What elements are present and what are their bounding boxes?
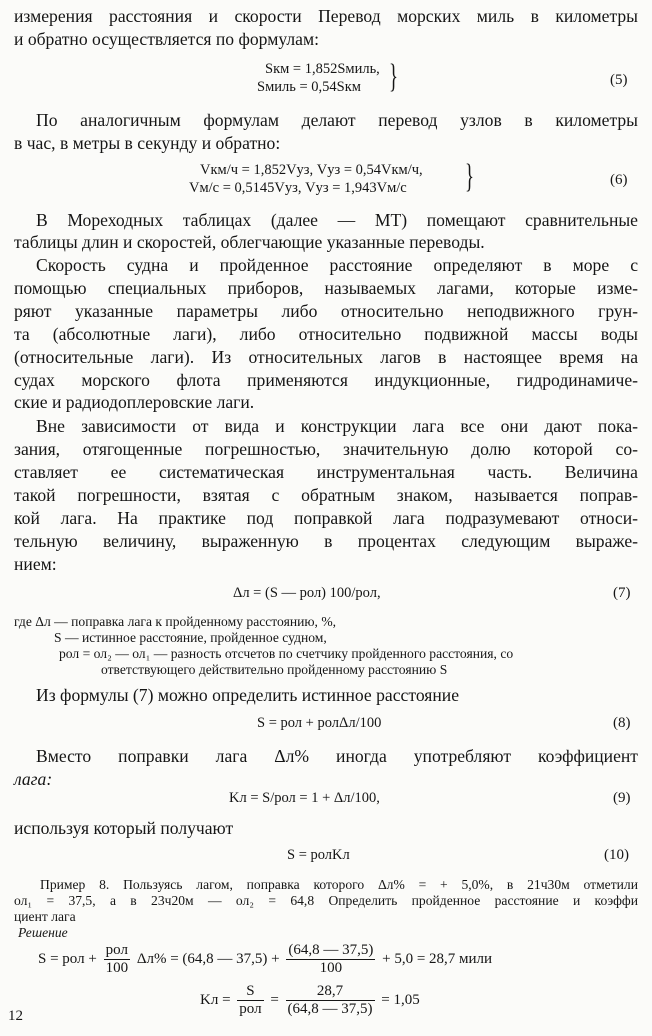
definition-line: где Δл — поправка лага к пройденному расстоянию, %, [14, 614, 337, 629]
text-line: В Мореходных таблицах (далее — МТ) помещают сравнительные [36, 210, 638, 230]
fraction [286, 942, 375, 977]
text-line: тельную величину, выраженную в процентах следующим выраже- [14, 531, 638, 551]
text-line: ряют указанные параметры либо относительно неподвижного грун- [14, 301, 638, 321]
text-line: По аналогичным формулам делают перевод узлов в километры [36, 110, 638, 130]
text-line: Вместо поправки лага Δл% иногда употребляют коэффициент [36, 746, 638, 766]
equation-number: (10) [604, 847, 629, 863]
definition-line: рол = ол₂ — ол₁ — разность отсчетов по счетчику пройденного расстояния, со [59, 646, 514, 661]
fraction [104, 942, 131, 977]
text-line: Из формулы (7) можно определить истинное расстояние [36, 685, 460, 705]
text-line: такой погрешности, взятая с обратным знаком, называется поправ- [14, 485, 638, 505]
text-line: Скорость судна и пройденное расстояние определяют в море с [36, 255, 638, 275]
brace: } [389, 58, 398, 95]
text-line: нием: [14, 554, 57, 574]
text-line: лага: [14, 769, 53, 789]
text-line: Вне зависимости от вида и конструкции лага все они дают пока- [36, 416, 638, 436]
formula-part: = [270, 991, 279, 1008]
text-line: ставляет ее систематическая инструментальная часть. Величина [14, 462, 638, 482]
brace: } [465, 158, 474, 195]
text-line: кой лага. На практике под поправкой лага подразумевают относи- [14, 508, 638, 528]
formula-5a: Sкм = 1,852Sмиль, [265, 61, 380, 77]
fraction-numerator: S [237, 983, 263, 1001]
fraction [237, 983, 263, 1018]
fraction-numerator: 28,7 [286, 983, 375, 1001]
fraction-denominator: 100 [105, 960, 129, 976]
fraction-denominator: 100 [319, 960, 343, 976]
text-line: зания, отягощенные погрешностью, значительную долю которой со- [14, 439, 638, 459]
fraction-denominator: рол [239, 1001, 262, 1017]
example-line: циент лага [14, 909, 76, 924]
text-line: ские и радиодоплеровские лаги. [14, 392, 255, 412]
formula-5b: Sмиль = 0,54Sкм [257, 79, 361, 95]
text-line: помощью специальных приборов, называемых лагами, которые изме- [14, 278, 638, 298]
definition-line: ответствующего действительно пройденному расстоянию S [101, 662, 448, 677]
solution-formula-2 [200, 983, 420, 1018]
text-line: та (абсолютные лаги), либо относительно подвижной массы воды [14, 324, 638, 344]
formula-part: Kл = [200, 991, 231, 1008]
formula-part: S = рол + [38, 950, 97, 967]
formula-9: Kл = S/рол = 1 + Δл/100, [229, 790, 380, 806]
text-line: в час, в метры в секунду и обратно: [14, 133, 281, 153]
formula-7: Δл = (S — рол) 100/рол, [233, 585, 381, 601]
equation-number: (9) [613, 790, 631, 806]
formula-part: = 1,05 [381, 991, 420, 1008]
text-line: и обратно осуществляется по формулам: [14, 29, 319, 49]
equation-number: (6) [610, 172, 628, 188]
page-number: 12 [8, 1008, 23, 1024]
fraction-numerator: (64,8 — 37,5) [288, 942, 374, 958]
equation-number: (7) [613, 585, 631, 601]
solution-formula-1 [38, 942, 492, 977]
example-line: ол₁ = 37,5, а в 23ч20м — ол₂ = 64,8 Определить пройденное расстояние и коэффи [14, 893, 638, 908]
formula-8: S = рол + ролΔл/100 [257, 715, 382, 731]
fraction-numerator: рол [104, 942, 131, 960]
formula-6b: Vм/с = 0,5145Vуз, Vуз = 1,943Vм/с [189, 180, 407, 196]
equation-number: (5) [610, 72, 628, 88]
text-line: (относительные лаги). Из относительных лагов в настоящее время на [14, 347, 638, 367]
definition-line: S — истинное расстояние, пройденное судном, [54, 630, 327, 645]
formula-6a: Vкм/ч = 1,852Vуз, Vуз = 0,54Vкм/ч, [200, 162, 423, 178]
fraction [286, 983, 375, 1018]
text-line: таблицы длин и скоростей, облегчающие указанные переводы. [14, 232, 485, 252]
formula-10: S = ролKл [287, 847, 350, 863]
text-line: используя который получают [14, 818, 234, 838]
text-line: судах морского флота применяются индукционные, гидродинамиче- [14, 370, 638, 390]
example-line: Решение [18, 925, 68, 940]
formula-part: Δл% = (64,8 — 37,5) + [136, 950, 280, 967]
formula-part: + 5,0 = 28,7 мили [382, 950, 493, 967]
text-line: измерения расстояния и скорости Перевод морских миль в километры [14, 6, 638, 26]
equation-number: (8) [613, 715, 631, 731]
fraction-denominator: (64,8 — 37,5) [287, 1001, 373, 1017]
example-line: Пример 8. Пользуясь лагом, поправка которого Δл% = + 5,0%, в 21ч30м отметили [40, 877, 638, 892]
